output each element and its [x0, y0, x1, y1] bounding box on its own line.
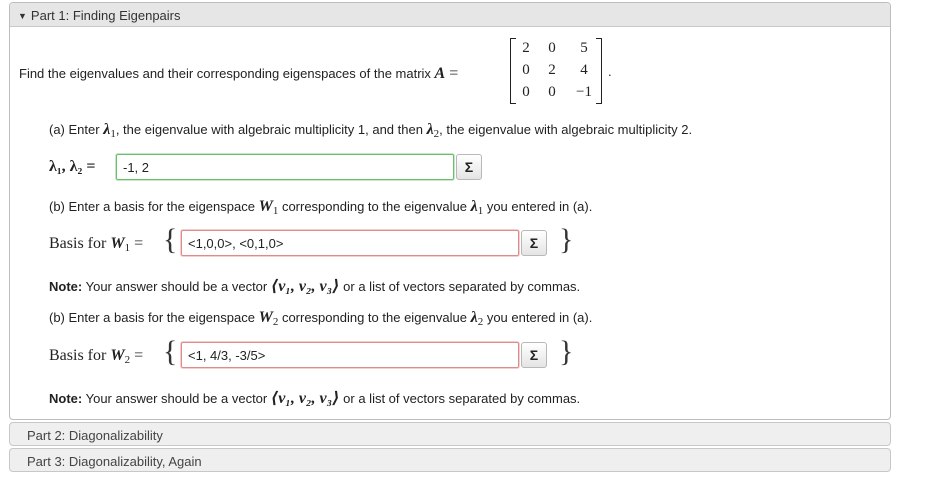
- matrix-cell: −1: [576, 84, 592, 100]
- basis-w2-label: Basis for $W_2$ =: [49, 347, 144, 366]
- part-a-instructions: (a) Enter $\lambda_1$, the eigenvalue with algebraic multiplicity 1, and then $\lambda_2$, the eigenvalue with algebraic multiplicity 2.: [49, 121, 693, 140]
- part2-header[interactable]: [9, 422, 891, 446]
- part2-title: Part 2: Diagonalizability: [27, 428, 163, 443]
- matrix-cell: 2: [522, 40, 530, 56]
- matrix-label: A =: [434, 65, 459, 82]
- close-brace: }: [559, 335, 574, 368]
- period: .: [608, 64, 612, 79]
- matrix-cell: 4: [580, 62, 588, 78]
- part3-title: Part 3: Diagonalizability, Again: [27, 454, 202, 469]
- note-2: Note: Your answer should be a vector ⟨v₁, v₂, v₃⟩ or a list of vectors separated by commas.: [49, 390, 581, 407]
- triangle-down-icon[interactable]: ▼: [18, 11, 27, 21]
- note-1: Note: Your answer should be a vector ⟨v₁, v₂, v₃⟩ or a list of vectors separated by commas.: [49, 278, 581, 295]
- basis-w1-input[interactable]: <1,0,0>, <0,1,0>: [181, 230, 519, 256]
- eigenvalues-input[interactable]: -1, 2: [116, 154, 454, 180]
- sigma-icon[interactable]: Σ: [521, 342, 547, 368]
- prompt-text: Find the eigenvalues and their corresponding eigenspaces of the matrix: [19, 66, 431, 81]
- open-brace: {: [163, 223, 178, 256]
- sigma-icon[interactable]: Σ: [456, 154, 482, 180]
- part3-header[interactable]: [9, 448, 891, 472]
- matrix-cell: 2: [548, 62, 556, 78]
- open-brace: {: [163, 335, 178, 368]
- matrix-cell: 0: [548, 84, 556, 100]
- basis-w2-input[interactable]: <1, 4/3, -3/5>: [181, 342, 519, 368]
- basis-w1-label: Basis for $W_1$ =: [49, 235, 144, 254]
- sigma-icon[interactable]: Σ: [521, 230, 547, 256]
- matrix-A: [510, 38, 602, 104]
- matrix-cell: 0: [522, 62, 530, 78]
- matrix-cell: 0: [522, 84, 530, 100]
- problem-statement: [19, 65, 458, 83]
- matrix-cell: 5: [580, 40, 588, 56]
- part-b1-instructions: (b) Enter a basis for the eigenspace $W_1$ corresponding to the eigenvalue $\lambda_1$ you entered in (a).: [49, 198, 593, 217]
- matrix-cell: 0: [548, 40, 556, 56]
- part1-header[interactable]: [10, 3, 890, 27]
- part1-title: Part 1: Finding Eigenpairs: [30, 8, 181, 23]
- part-b2-instructions: (b) Enter a basis for the eigenspace $W_2$ corresponding to the eigenvalue $\lambda_2$ you entered in (a).: [49, 309, 593, 328]
- close-brace: }: [559, 223, 574, 256]
- lambda-label: λ₁, λ₂ =: [49, 158, 96, 175]
